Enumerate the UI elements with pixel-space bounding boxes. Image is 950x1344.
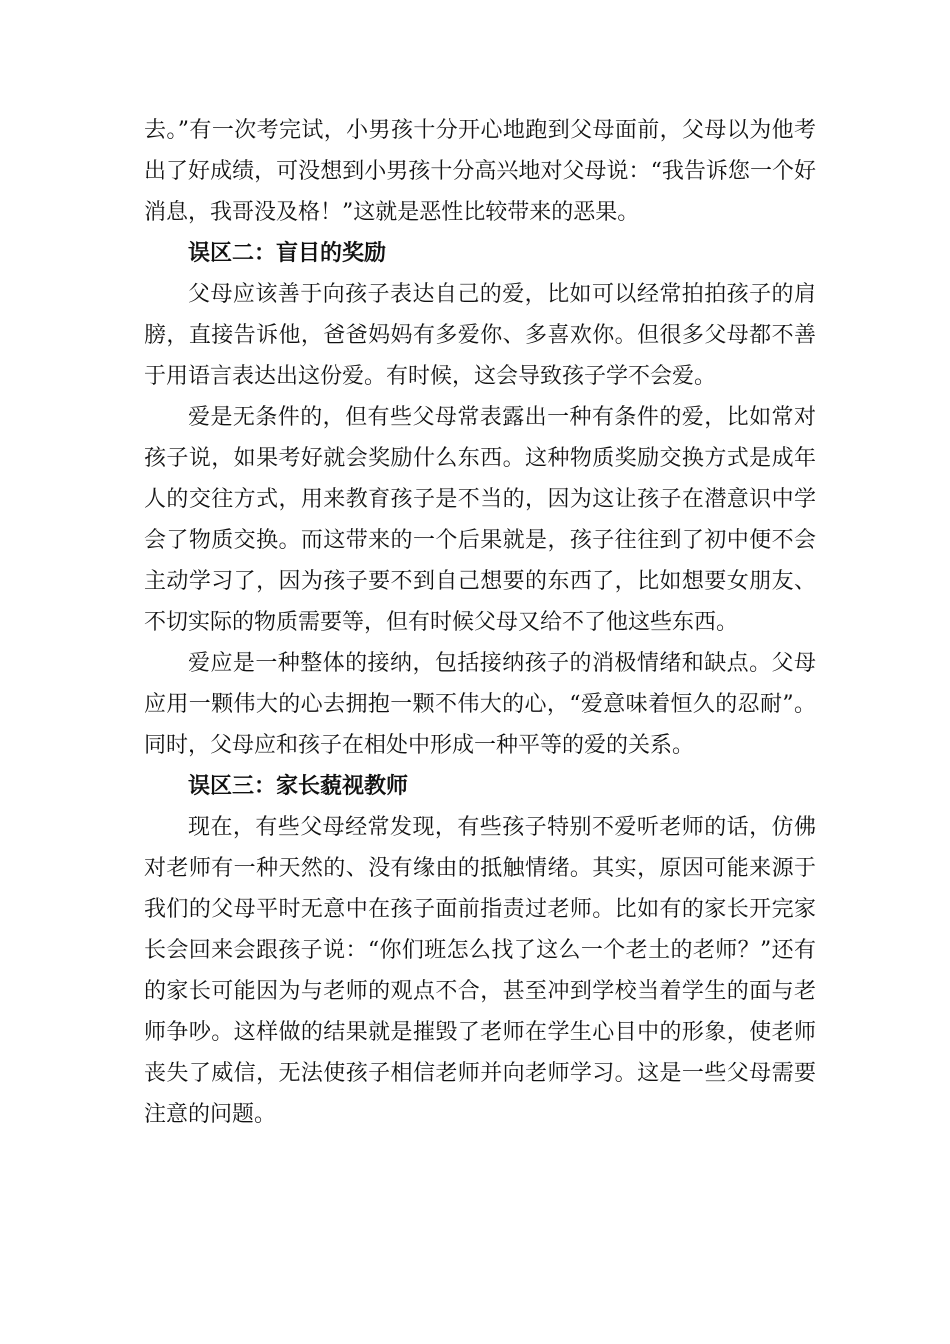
paragraph-conditional-love: 爱是无条件的，但有些父母常表露出一种有条件的爱，比如常对孩子说，如果考好就会奖励什么东西。这种物质奖励交换方式是成年人的交往方式，用来教育孩子是不当的，因为这让孩子在潜意识中学会了物质交换。而这带来的一个后果就是，孩子往往到了初中便不会主动学习了，因为孩子要不到自己想要的东西了，比如想要女朋友、不切实际的物质需要等，但有时候父母又给不了他这些东西。 (144, 405, 816, 635)
paragraph-continuation: 去。”有一次考完试，小男孩十分开心地跑到父母面前，父母以为他考出了好成绩，可没想到小男孩十分高兴地对父母说：“我告诉您一个好消息，我哥没及格！”这就是恶性比较带来的恶果。 (144, 118, 816, 225)
section-heading-myth-three: 误区三：家长藐视教师 (188, 774, 409, 799)
document-page (144, 110, 816, 1135)
paragraph-acceptance: 爱应是一种整体的接纳，包括接纳孩子的消极情绪和缺点。父母应用一颗伟大的心去拥抱一颗不伟大的心，“爱意味着恒久的忍耐”。同时，父母应和孩子在相处中形成一种平等的爱的关系。 (144, 651, 816, 758)
paragraph-express-love: 父母应该善于向孩子表达自己的爱，比如可以经常拍拍孩子的肩膀，直接告诉他，爸爸妈妈有多爱你、多喜欢你。但很多父母都不善于用语言表达出这份爱。有时候，这会导致孩子学不会爱。 (144, 282, 816, 389)
paragraph-respect-teachers: 现在，有些父母经常发现，有些孩子特别不爱听老师的话，仿佛对老师有一种天然的、没有缘由的抵触情绪。其实，原因可能来源于我们的父母平时无意中在孩子面前指责过老师。比如有的家长开完家长会回来会跟孩子说：“你们班怎么找了这么一个老土的老师？”还有的家长可能因为与老师的观点不合，甚至冲到学校当着学生的面与老师争吵。这样做的结果就是摧毁了老师在学生心目中的形象，使老师丧失了威信，无法使孩子相信老师并向老师学习。这是一些父母需要注意的问题。 (144, 815, 816, 1127)
section-heading-myth-two: 误区二：盲目的奖励 (188, 241, 387, 266)
